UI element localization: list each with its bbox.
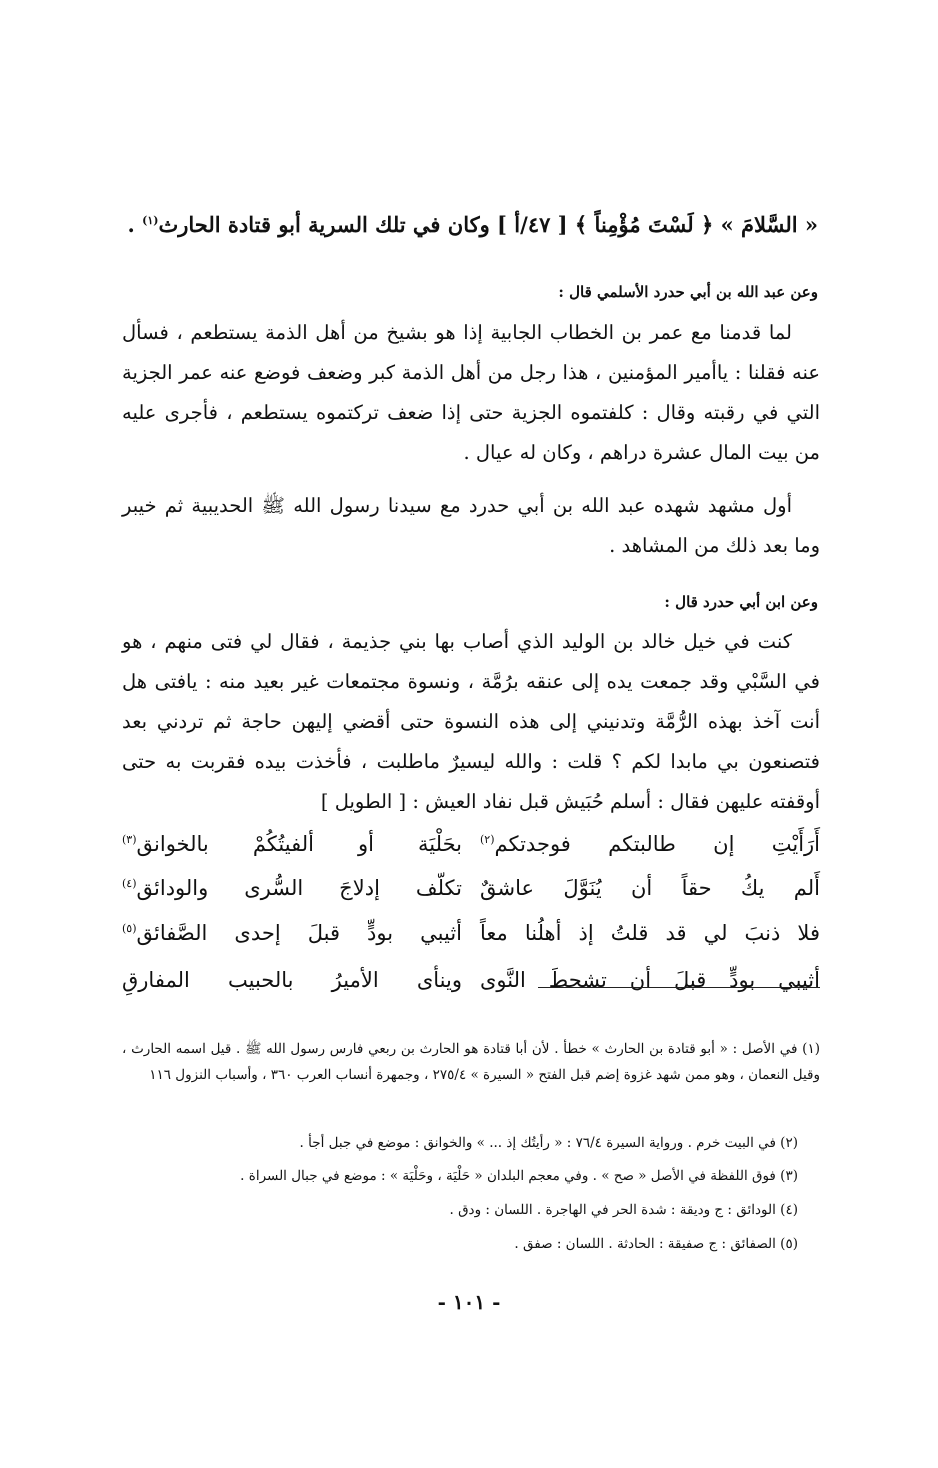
verse-4-first-text: أثيبي بودٍّ قبلَ أن تشحطَ النَّوى <box>480 968 820 992</box>
footnote-5: (٥) الصفائق : ج صفيقة : الحادثة . اللسان : صفق . <box>514 1236 798 1252</box>
verse-4-second-text: وينأى الأميرُ بالحبيب المفارقِ <box>122 968 462 992</box>
footnote-ref-3: (٣) <box>122 833 137 846</box>
paragraph-3 <box>122 622 820 822</box>
poem-verse-1 <box>122 832 820 880</box>
top-line <box>127 212 818 237</box>
verse-4-first-hemistich <box>480 968 820 992</box>
verse-2-first-text: أَلم يكُ حقاً أن يُنَوَّلَ عاشقٌ <box>480 876 820 900</box>
verse-4-second-hemistich <box>122 968 462 992</box>
footnote-separator <box>538 987 820 988</box>
narration-intro-2: وعن ابن أبي حدرد قال : <box>664 593 818 611</box>
footnote-3: (٣) فوق اللفظة في الأصل « صح » . وفي معجم البلدان « حَلْيَة ، وحَلْيَة » : موضع في جبال السراة . <box>240 1168 798 1184</box>
footnote-ref-5: (٥) <box>122 922 137 935</box>
footnote-4: (٤) الودائق : ج وديقة : شدة الحر في الهاجرة . اللسان : ودق . <box>449 1202 798 1218</box>
poem-verse-2 <box>122 876 820 924</box>
verse-2-second-text: تكلّف إدلاجَ السُّرى والودائق <box>136 876 462 900</box>
footnote-2: (٢) في البيت خرم . ورواية السيرة ٧٦/٤ : « رأيتُك إذ ... » والخوانق : موضع في جبل أجأ . <box>299 1135 798 1151</box>
verse-1-second-text: بحَلْيَة أو ألفيتُكُمْ بالخوانق <box>136 832 462 856</box>
verse-1-second-hemistich <box>122 832 462 856</box>
verse-3-second-text: أثيبي بودٍّ قبلَ إحدى الصَّفائق <box>136 921 462 945</box>
poem <box>122 832 820 1024</box>
verse-3-second-hemistich <box>122 921 462 945</box>
top-line-text: « السَّلامَ » ﴿ لَسْتَ مُؤْمِناً ﴾ [ ٤٧/أ ] وكان في تلك السرية أبو قتادة الحارث <box>158 212 818 237</box>
top-line-tail: . <box>127 212 143 237</box>
verse-2-second-hemistich <box>122 876 462 900</box>
paragraph-1-text: لما قدمنا مع عمر بن الخطاب الجابية إذا هو بشيخ من أهل الذمة يستطعم ، فسأل عنه فقلنا : ياأمير المؤمنين ، هذا رجل من أهل الذمة كبر وضعف فوضع عنه عمر الجزية التي في رقبته وقال : كلفتموه الجزية حتى إذا ضعف تركتموه يستطعم ، فأجرى عليه من بيت المال عشرة دراهم ، وكان له عيال . <box>122 321 820 464</box>
verse-1-first-text: أَرَأَيْتِ إن طالبتكم فوجدتكم <box>494 832 820 856</box>
poem-verse-3 <box>122 921 820 969</box>
footnote-ref-4: (٤) <box>122 877 137 890</box>
poem-verse-4 <box>122 968 820 1016</box>
verse-3-first-text: فلا ذنبَ لي قد قلتُ إذ أهلُنا معاً <box>480 921 820 945</box>
paragraph-2 <box>122 486 820 566</box>
paragraph-1 <box>122 313 820 473</box>
page-number: - ١٠١ - <box>437 1290 501 1314</box>
footnote-ref-1: (١) <box>142 214 159 227</box>
verse-2-first-hemistich <box>480 876 820 900</box>
footnote-1: (١) في الأصل : « أبو قتادة بن الحارث » خطأ . لأن أبا قتادة هو الحارث بن ربعي فارس رسول الله ﷺ . قيل اسمه الحارث ، وقيل النعمان ، وهو ممن شهد غزوة إضم قبل الفتح « السيرة » ٢٧٥/٤ ، وجمهرة أنساب العرب ٣٦٠ ، وأسباب النزول ١١٦ <box>122 1041 820 1083</box>
verse-1-first-hemistich <box>480 832 820 856</box>
verse-3-first-hemistich <box>480 921 820 945</box>
paragraph-2-text: أول مشهد شهده عبد الله بن أبي حدرد مع سيدنا رسول الله ﷺ الحديبية ثم خيبر وما بعد ذلك من المشاهد . <box>122 494 820 557</box>
paragraph-3-text: كنت في خيل خالد بن الوليد الذي أصاب بها بني جذيمة ، فقال لي فتى منهم ، هو في السَّبْي وقد جمعت يده إلى عنقه برُمَّة ، ونسوة مجتمعات غير بعيد منه : يافتى هل أنت آخذ بهذه الرُّمَّة وتدنيني إلى هذه النسوة حتى أقضي إليهن حاجة ثم تردني بعد فتصنعون بي مابدا لكم ؟ قلت : والله ليسيرٌ ماطلبت ، فأخذت بيده فقربت به حتى أوقفته عليهن فقال : أسلم حُبَيش قبل نفاد العيش : [ الطويل ] <box>122 630 820 813</box>
narration-intro-1: وعن عبد الله بن أبي حدرد الأسلمي قال : <box>558 283 818 301</box>
footnote-ref-2: (٢) <box>480 833 495 846</box>
